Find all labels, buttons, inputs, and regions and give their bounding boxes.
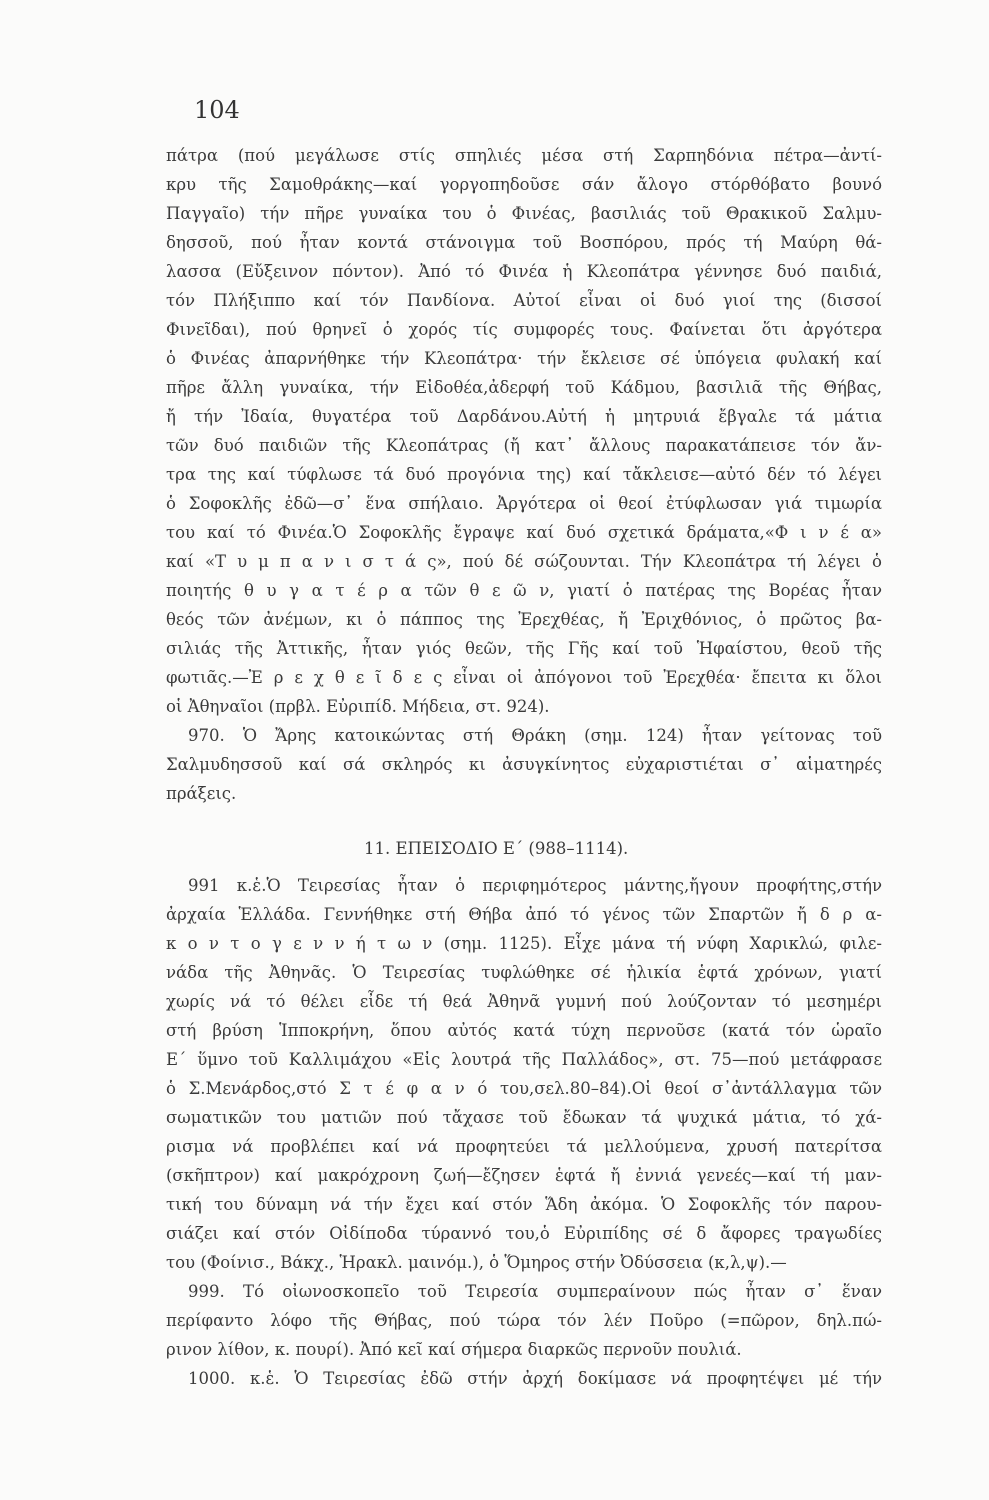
note-999-line: 999. Τό οἰωνοσκοπεῖο τοῦ Τειρεσία συμπεραίνουν πώς ἦταν σ᾽ ἕναν <box>188 1282 882 1301</box>
text-line: πάτρα (πού μεγάλωσε στίς σπηλιές μέσα στή Σαρπηδόνια πέτρα—ἀντί- <box>166 146 882 165</box>
text-line: ὁ Σοφοκλῆς ἐδῶ—σ᾽ ἕνα σπήλαιο. Ἀργότερα οἱ θεοί ἐτύφλωσαν γιά τιμωρία <box>166 494 882 513</box>
text-line: τῶν δυό παιδιῶν τῆς Κλεοπάτρας (ἤ κατ᾽ ἄλλους παρακατάπεισε τόν ἄν- <box>166 436 882 455</box>
text-line: Ε΄ ὕμνο τοῦ Καλλιμάχου «Εἰς λουτρά τῆς Παλλάδος», στ. 75—πού μετάφρασε <box>166 1050 882 1069</box>
body-text <box>166 141 882 1393</box>
text-line: πῆρε ἄλλη γυναίκα, τήν Εἰδοθέα,ἀδερφή τοῦ Κάδμου, βασιλιᾶ τῆς Θήβας, <box>166 378 882 397</box>
text-line: ρινον λίθον, κ. πουρί). Ἀπό κεῖ καί σήμερα διαρκῶς περνοῦν πουλιά. <box>166 1340 742 1359</box>
text-line: νάδα τῆς Ἀθηνᾶς. Ὁ Τειρεσίας τυφλώθηκε σέ ἡλικία ἑφτά χρόνων, γιατί <box>166 963 882 982</box>
note-1000-line: 1000. κ.ἑ. Ὁ Τειρεσίας ἐδῶ στήν ἀρχή δοκίμασε νά προφητέψει μέ τήν <box>188 1369 882 1388</box>
text-line: περίφαντο λόφο τῆς Θήβας, πού τώρα τόν λέν Ποῦρο (=πῶρον, δηλ.πώ- <box>166 1311 882 1330</box>
text-line: τική του δύναμη νά τήν ἔχει καί στόν Ἅδη ἀκόμα. Ὁ Σοφοκλῆς τόν παρου- <box>166 1195 882 1214</box>
text-line: του (Φοίνισ., Βάκχ., Ἡρακλ. μαινόμ.), ὁ Ὅμηρος στήν Ὀδύσσεια (κ,λ,ψ).— <box>166 1253 787 1272</box>
text-line: σιάζει καί στόν Οἰδίποδα τύραννό του,ὁ Εὐριπίδης σέ δ ἄφορες τραγωδίες <box>166 1224 882 1243</box>
text-line: στή βρύση Ἱπποκρήνη, ὅπου αὐτός κατά τύχη περνοῦσε (κατά τόν ὡραῖο <box>166 1021 882 1040</box>
text-line: τόν Πλήξιππο καί τόν Πανδίονα. Αὐτοί εἶναι οἱ δυό γιοί της (δισσοί <box>166 291 882 310</box>
text-line: πράξεις. <box>166 784 237 803</box>
text-line: κ ο ν τ ο γ ε ν ν ή τ ω ν (σημ. 1125). Εἶχε μάνα τή νύφη Χαρικλώ, φιλε- <box>166 934 882 953</box>
text-line: ὁ Φινέας ἀπαρνήθηκε τήν Κλεοπάτρα· τήν ἔκλεισε σέ ὑπόγεια φυλακή καί <box>166 349 882 368</box>
text-line: σωματικῶν του ματιῶν πού τἄχασε τοῦ ἔδωκαν τά ψυχικά μάτια, τό χά- <box>166 1108 882 1127</box>
text-line: χωρίς νά τό θέλει εἶδε τή θεά Ἀθηνᾶ γυμνή πού λούζονταν τό μεσημέρι <box>166 992 882 1011</box>
page-number: 104 <box>194 96 240 124</box>
text-line: Φινεῖδαι), πού θρηνεῖ ὁ χορός τίς συμφορές τους. Φαίνεται ὅτι ἀργότερα <box>166 320 882 339</box>
text-line: ὁ Σ.Μενάρδος,στό Σ τ έ φ α ν ό του,σελ.80–84).Οἱ θεοί σ᾽ἀντάλλαγμα τῶν <box>166 1079 882 1098</box>
text-line: τρα της καί τύφλωσε τά δυό προγόνια της) καί τἄκλεισε—αὐτό δέν τό λέγει <box>166 465 882 484</box>
note-970-line: 970. Ὁ Ἄρης κατοικώντας στή Θράκη (σημ. 124) ἦταν γείτονας τοῦ <box>188 726 882 745</box>
text-line: του καί τό Φινέα.Ὁ Σοφοκλῆς ἔγραψε καί δυό σχετικά δράματα,«Φ ι ν έ α» <box>166 523 882 542</box>
text-line: οἱ Ἀθηναῖοι (πρβλ. Εὐριπίδ. Μήδεια, στ. 924). <box>166 697 550 716</box>
text-line: κρυ τῆς Σαμοθράκης—καί γοργοπηδοῦσε σάν ἄλογο στόρθόβατο βουνό <box>166 175 882 194</box>
text-line: θεός τῶν ἀνέμων, κι ὁ πάππος της Ἐρεχθέας, ἤ Ἐριχθόνιος, ὁ πρῶτος βα- <box>166 610 882 629</box>
text-line: ἤ τήν Ἰδαία, θυγατέρα τοῦ Δαρδάνου.Αὐτή ἡ μητρυιά ἔβγαλε τά μάτια <box>166 407 882 426</box>
text-line: Παγγαῖο) τήν πῆρε γυναίκα του ὁ Φινέας, βασιλιάς τοῦ Θρακικοῦ Σαλμυ- <box>166 204 882 223</box>
text-line: Σαλμυδησσοῦ καί σά σκληρός κι ἀσυγκίνητος εὐχαριστιέται σ᾽ αἱματηρές <box>166 755 882 774</box>
text-line: ἀρχαία Ἑλλάδα. Γεννήθηκε στή Θήβα ἀπό τό γένος τῶν Σπαρτῶν ἤ δ ρ α- <box>166 905 882 924</box>
text-line: καί «Τ υ μ π α ν ι σ τ ά ς», πού δέ σώζουνται. Τήν Κλεοπάτρα τή λέγει ὁ <box>166 552 882 571</box>
text-line: φωτιᾶς.—Ἐ ρ ε χ θ ε ῖ δ ε ς εἶναι οἱ ἀπόγονοι τοῦ Ἐρεχθέα· ἔπειτα κι ὅλοι <box>166 668 882 687</box>
text-line: ποιητής θ υ γ α τ έ ρ α τῶν θ ε ῶ ν, γιατί ὁ πατέρας της Βορέας ἦταν <box>166 581 882 600</box>
note-991-line: 991 κ.ἑ.Ὁ Τειρεσίας ἦταν ὁ περιφημότερος μάντης,ἤγουν προφήτης,στήν <box>188 876 882 895</box>
section-heading: 11. ΕΠΕΙΣΟΔΙΟ Ε΄ (988–1114). <box>364 839 629 858</box>
text-line: δησσοῦ, πού ἦταν κοντά στάνοιγμα τοῦ Βοσπόρου, πρός τή Μαύρη θά- <box>166 233 882 252</box>
text-line: (σκῆπτρον) καί μακρόχρονη ζωή—ἔζησεν ἑφτά ἤ ἐννιά γενεές—καί τή μαν- <box>166 1166 882 1185</box>
text-line: ρισμα νά προβλέπει καί νά προφητεύει τά μελλούμενα, χρυσή πατερίτσα <box>166 1137 882 1156</box>
text-line: λασσα (Εὔξεινον πόντον). Ἀπό τό Φινέα ἡ Κλεοπάτρα γέννησε δυό παιδιά, <box>166 262 882 281</box>
text-line: σιλιάς τῆς Ἀττικῆς, ἦταν γιός θεῶν, τῆς Γῆς καί τοῦ Ἡφαίστου, θεοῦ τῆς <box>166 639 882 658</box>
